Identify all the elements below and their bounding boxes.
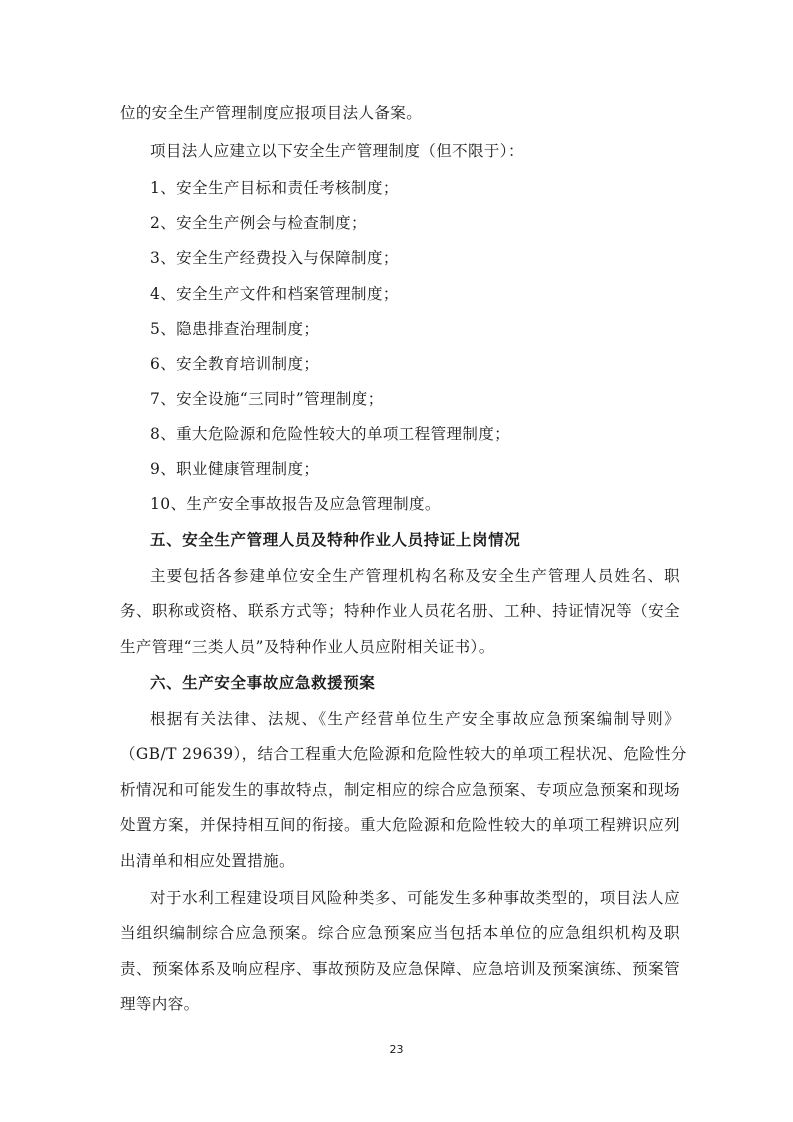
- page-number: 23: [389, 1043, 404, 1056]
- text-line: （GB/T 29639），结合工程重大危险源和危险性较大的单项工程状况、危险性分: [120, 745, 687, 763]
- list-item: 5、隐患排查治理制度；: [150, 320, 320, 338]
- list-item: 2、安全生产例会与检查制度；: [150, 214, 367, 232]
- text-line: 当组织编制综合应急预案。综合应急预案应当包括本单位的应急组织机构及职: [120, 924, 680, 942]
- list-item: 7、安全设施“三同时”管理制度；: [150, 390, 384, 408]
- list-item: 1、安全生产目标和责任考核制度；: [150, 179, 399, 197]
- list-item: 4、安全生产文件和档案管理制度；: [150, 285, 399, 303]
- text-line: 处置方案，并保持相互间的衔接。重大危险源和危险性较大的单项工程辨识应列: [120, 816, 680, 834]
- text-line: 析情况和可能发生的事故特点，制定相应的综合应急预案、专项应急预案和现场: [120, 781, 680, 799]
- text-line: 主要包括各参建单位安全生产管理机构名称及安全生产管理人员姓名、职: [150, 567, 680, 585]
- text-line: 根据有关法律、法规、《生产经营单位生产安全事故应急预案编制导则》: [150, 710, 680, 728]
- text-line: 理等内容。: [120, 995, 200, 1013]
- list-item: 6、安全教育培训制度；: [150, 355, 320, 373]
- text-line: 项目法人应建立以下安全生产管理制度（但不限于）：: [150, 142, 524, 160]
- text-line: 出清单和相应处置措施。: [120, 852, 295, 870]
- text-line: 务、职称或资格、联系方式等；特种作业人员花名册、工种、持证情况等（安全: [120, 602, 680, 620]
- list-item: 3、安全生产经费投入与保障制度；: [150, 249, 399, 267]
- section-heading: 六、生产安全事故应急救援预案: [150, 673, 376, 692]
- text-line: 生产管理“三类人员”及特种作业人员应附相关证书）。: [120, 638, 495, 656]
- list-item: 10、生产安全事故报告及应急管理制度。: [150, 495, 441, 513]
- text-line: 责、预案体系及响应程序、事故预防及应急保障、应急培训及预案演练、预案管: [120, 960, 680, 978]
- section-heading: 五、安全生产管理人员及特种作业人员持证上岗情况: [150, 530, 521, 549]
- text-line: 位的安全生产管理制度应报项目法人备案。: [120, 104, 423, 122]
- list-item: 8、重大危险源和危险性较大的单项工程管理制度；: [150, 425, 511, 443]
- list-item: 9、职业健康管理制度；: [150, 460, 320, 478]
- text-line: 对于水利工程建设项目风险种类多、可能发生多种事故类型的，项目法人应: [150, 889, 680, 907]
